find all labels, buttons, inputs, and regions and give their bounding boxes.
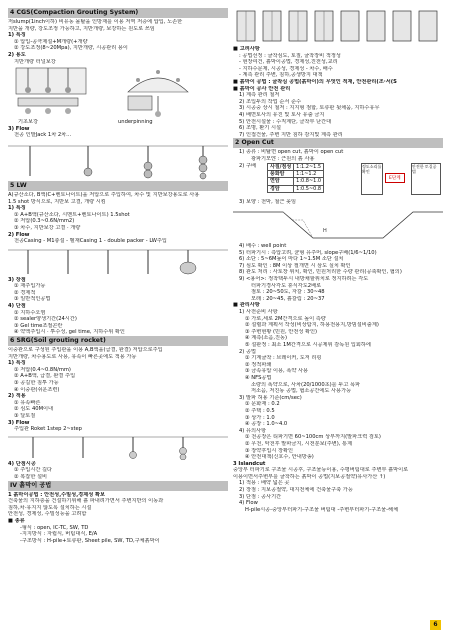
slope-heading: 2) 구배 [239, 162, 256, 169]
slope-stage-badge: E단계 [385, 173, 405, 183]
island-cut-line-2: 이용이면서주변부를 굴착하는 흙막이 공법(지보공절약)유사가산 ↑) [233, 473, 386, 480]
lw-pro-b: ② 경제적 [14, 289, 36, 296]
slope-table [267, 163, 324, 194]
island-cut-c: 3) 단점 : 공사기간 [239, 493, 282, 500]
safety-mgmt-e: 5) 안전시설물 : 수직계단, 클착부 난간대 [239, 118, 332, 125]
earth-retaining-line-3: 안전성, 경제성, 수밀성등을 고려함 [8, 511, 87, 518]
consideration-d: - 계측 관리 주변, 침하,공생방지 대책 [239, 72, 323, 79]
prep-4: ④ 계측(소음,진동) [245, 335, 288, 342]
open-cut-protection: 3) 보양 : 천막, 철근 꽂임 [239, 198, 297, 205]
prep-heading: 1) 사전준비 사항 [239, 309, 278, 316]
island-cut-b: 2) 장점 : 지보공절약, 대지전체에 건축물구축 가능 [239, 487, 353, 494]
lw-intro-1: A(규산소다, B액(C+벤토나이트)을 저압으로 주입하여, 차수 및 지반보강용도로 사용 [8, 191, 200, 198]
lw-con-b: ② sealer양생기간(24시간) [14, 316, 77, 323]
cgs-feature-b: ② 강도조정(8~20Mpa), 지반개량, 시공관리 용이 [14, 45, 128, 52]
drain-g: 터파기경사각도 휴식각도2배로 [251, 282, 322, 289]
prep-3: ③ 주변현황 (민원, 안전성 확인) [245, 328, 318, 335]
srg-use-a: ① 유속빠른 [14, 399, 41, 406]
drain-f: 9) <용어>: 정착택두시 내방채할위치로 정지하려는 각도 [239, 276, 369, 283]
open-cut-figure [233, 206, 443, 242]
slope-cell: 1:0.8~1.0 [294, 178, 324, 185]
srg-con-b: ② 복잡한 설비 [14, 473, 48, 480]
safety-mgmt-f: 6) 조명, 환기 시설 [239, 125, 281, 132]
srg-con-a: ① 주입시간 길다 [14, 467, 53, 474]
consideration-b: - 현장여건, 흙막이공법, 경제성,진전성,교리 [239, 59, 338, 66]
consideration-c: - 지하수문제, 시공성, 경제성 - 차수, 배수 [239, 65, 333, 72]
srg-flow-svg [8, 434, 228, 460]
caution-heading: 4) 유의사항 [239, 427, 267, 434]
lw-pro-c: ③ 일반적인공법 [14, 296, 51, 303]
lw-con-d: ④ 약액주입시 · 투수성, gel time, 지하수위 확인 [14, 329, 125, 336]
safety-mgmt-b: 2) 조입두의 작업 순서 준수 [239, 98, 302, 105]
drain-b: 5) 터파기시 : 측압고려, 균형 유주머, slope구배(1/6~1/10) [239, 249, 377, 256]
srg-intro-2: 지반개량, 차수용도로 사용, 유속이 빠른곳에도 적용 가능 [8, 353, 137, 360]
cgs-figure-labels [8, 119, 228, 126]
slope-safe-note: 안전한 토질공법 [411, 163, 441, 195]
island-cut-title: 3 Islandcut [233, 460, 266, 467]
prep-2: ② 설렬과 계획서 작성(비상탐지, 하용전용지,방빔설비출계) [245, 322, 379, 329]
figure-label-foundation: 기초보강 [18, 119, 39, 126]
rule-heading: ■ 흙막이 공법 : 굴착심 공법(흙막이)의 무엇인 적재, 안전관리(조·서(S [233, 78, 397, 85]
safety-mgmt-c: 3) 시공중 상시 철저 : 지지형 점합, 토류판 뒷채움, 지하수유무 [239, 105, 380, 112]
left-column [8, 8, 228, 544]
slope-table-row [268, 185, 324, 192]
srg-cons-heading: 4) 단점시공 [8, 460, 36, 467]
management-heading: ■ 관리사항 [233, 302, 260, 309]
method-2: ② 정적파쇄 [245, 361, 272, 368]
lw-pro-a: ① 재주입가능 [14, 283, 46, 290]
slope-side-note: 정도소리를 확인 [361, 163, 383, 195]
cgs-figure-svg [8, 66, 228, 118]
island-cut-a: 1) 적용 : 배약 넓은 곳 [239, 480, 290, 487]
cgs-features-heading: 1) 특징 [8, 32, 26, 39]
lw-flow-heading: 2) Flow [8, 231, 30, 238]
drain-i: 모래 : 20~45, 흙갈림 : 20~37 [251, 295, 325, 302]
lw-cons-heading: 4) 단점 [8, 303, 26, 310]
drain-h: 점토 : 20~50도, 자갈 : 30~48 [251, 289, 325, 296]
cgs-intro-2: 지반을 개량, 강도조정 가능하고, 지반개량, 보강하는 원도로 쓰임 [8, 25, 155, 32]
cgs-flow-items: 천공 인발Jack 1차 2차... [14, 132, 72, 139]
srg-use-b: ② 심도 40M이내 [14, 406, 54, 413]
srg-use-heading: 2) 적용 [8, 393, 26, 400]
open-cut-kinds: 1) 종류 : 비탈면 open cut, 흙막이 open cut [239, 149, 344, 156]
island-cut-d: 4) Flow [239, 500, 258, 507]
method-heading: 2) 공법 [239, 348, 256, 355]
island-cut-line-1: 중앙부 터파기로 구조물 시공후, 구조물등이용, 수평버팀대로 주변부 흙막이로 [233, 467, 409, 474]
considerations-heading: ■ 고려사항 [233, 46, 260, 52]
srg-feature-d: ④ 이중관(쉬운조련) [14, 386, 60, 393]
method-1: ① 기계굴착 : 브레이커, 도저 리핑 [245, 355, 322, 362]
section-title-cgs: 4 CGS(Compaction Grouting System) [8, 8, 228, 18]
method-4: ④ NFS공법 [245, 374, 272, 381]
blast-limit-3: ③ 상가 : 1.0 [245, 414, 275, 421]
earth-retaining-subtitle: 1 흙막이공법 : 안전성,수밀성,경제성 확보 [8, 491, 106, 498]
earth-retaining-line-2: 침하,차·유지지 않도록 설치하는 시설 [8, 504, 92, 511]
caution-2: ② 우천, 악천후 발파금지, 시전분보(주변), 통제 [245, 440, 353, 447]
earth-retaining-kinds-heading: ■ 종류 [8, 517, 25, 524]
blast-limit-1: ① 문화재 : 0.2 [245, 401, 280, 408]
prep-5: ⑤ 설판정 : 최소 1M간격으로 시공제위 감독원 입회하에 [245, 342, 371, 348]
island-cut-flow: H-pile시공-중앙부터파기-구조물 버팀대 -주변부터파기-구조물-해체 [245, 506, 399, 513]
cgs-use-figures [8, 66, 228, 118]
safety-mgmt-heading: ■ 흙막이 공사 안전 관리 [233, 85, 291, 92]
cgs-flow-svg [8, 140, 228, 180]
figure-label-underpinning: underpinning [118, 119, 153, 126]
method-4-note-a: 소량의 폭약으로, 사차(20/1000초)를 두고 폭파 [251, 381, 361, 388]
safety-mgmt-g: 7) 인접건물, 주변 지반 침하 감지및 계측 관리 [239, 131, 343, 138]
slope-cell: 1:0.5~0.8 [294, 185, 324, 192]
lw-feature-a: ① A+B액(규산소다, 시멘트+벤토나이트) 1.5shot [14, 211, 130, 218]
srg-use-c: ③ 달토질 [14, 412, 36, 419]
srg-feature-a: ① 저압(0.4~0.8N/mm) [14, 366, 71, 373]
slope-cell: 경암 [268, 185, 294, 192]
section-title-lw: 5 LW [8, 181, 228, 191]
page-number: 6 [430, 620, 441, 630]
caution-1: ① 천공장은 티파기면 60~100cm 상부까지(발파크력 검토) [245, 434, 381, 441]
slope-cell: 1:1~1.2 [294, 170, 324, 177]
lw-con-c: ③ Gel time조절곤란 [14, 322, 63, 329]
right-column [233, 8, 443, 513]
lw-features-heading: 1) 특징 [8, 205, 26, 212]
slope-cell: 풍화암 [268, 170, 294, 177]
slope-table-row [268, 178, 324, 185]
srg-flow-heading: 3) Flow [8, 419, 30, 426]
srg-intro-1: 이중관으로 구성된 주입관을 이용 A,B액을(급결, 완결) 저압으로주입 [8, 347, 163, 354]
lw-flow-svg [8, 246, 228, 276]
caution-3: ③ 장약후입시 장확인 [245, 447, 294, 454]
lw-feature-c: ③ 차수, 지반보강 고결 · 개량 [14, 224, 81, 231]
lw-flow-line: 천공Casing - M1충설 - 벨재Casing 1 - double packer - LW주입 [14, 238, 167, 245]
slope-table-header [268, 163, 324, 170]
prep-1: ① 가로,세로 2M간격으로 높이 측량 [245, 315, 326, 322]
drain-a: 4) 배수 : well point [239, 243, 287, 250]
drain-d: 7) 심도 확인 : 8M 이상 절개면 시 삼도 실치 확인 [239, 262, 351, 269]
slope-table-row [268, 170, 324, 177]
section-title-open-cut: 2 Open Cut [233, 138, 443, 148]
slope-cell: 연암 [268, 178, 294, 185]
srg-feature-c: ③ 공길한 침투 가능 [14, 380, 59, 386]
lw-pros-heading: 3) 장점 [8, 276, 26, 283]
cgs-feature-a: ① 압입-공극제설+M개량(+개량 [14, 38, 88, 45]
drain-c: 6) 소단 : 5~6M높이 마다 1~1.5M 소단 설치 [239, 256, 344, 263]
earth-retaining-kind-a: -형식 : open, IC-TC, SW, TD [20, 524, 89, 531]
cgs-intro-1: 저slump(1inch이하) 비유동 몰탈을 인방재를 이용 저역 저증에 압입, 노손한 [8, 19, 183, 25]
open-cut-svg [233, 206, 443, 242]
slope-cell: 사질/점성 [268, 163, 294, 170]
cgs-use-heading: 2) 용도 [8, 51, 26, 58]
cgs-flow-figure [8, 140, 228, 180]
retaining-wall-figures [233, 9, 443, 45]
slope-cell: 1:1.2~1.5 [294, 163, 324, 170]
caution-4: ④ 안전대책(신호수, 안내방송) [245, 454, 314, 461]
lw-flow-figure [8, 246, 228, 276]
slope-block [233, 163, 443, 199]
section-title-earth-retaining: IV 흙막이 공법 [8, 481, 228, 491]
svg-text:H: H [323, 228, 327, 235]
open-cut-kinds-note: 광파기모얀 : 근원의 흙 사용 [251, 155, 315, 162]
cgs-flow-heading: 3) Flow [8, 125, 30, 132]
srg-flow-items: 주입관 Roket 1step 2~step [14, 426, 82, 433]
consideration-a: : 공법선정 : 굴착심도, 토질, 굴착장비 적정성 [239, 52, 341, 59]
lw-intro-2: 1.5 shot 방식으로, 지반보 고결, 개량 시킴 [8, 198, 106, 205]
cgs-use-items: 지반개량 터널보강 [14, 58, 56, 65]
blast-limit-heading: 3) 발파 허용 기준(cm/sec) [239, 394, 302, 401]
earth-retaining-kind-b: -지지방식 : 자립식, 버팀대식, E/A [20, 531, 98, 538]
lw-con-a: ① 지하수오염 [14, 309, 46, 316]
drain-e: 8) 관도 처리 : 사토장 위치, 확인, 민원처리한 수량 관리(공축확인, 협의) [239, 269, 402, 276]
earth-retaining-kind-c: -구조방식 : H-pile+토류판, Sheet pile, SW, TD,구체흙막이 [20, 537, 160, 544]
lw-feature-b: ② 저압(0.3~0.6N/mm2) [14, 218, 75, 225]
method-4-note-b: 저소음, 저진동 공법, 협소공간에도 사용가능 [251, 388, 352, 395]
safety-mgmt-a: 1) 계측 관리 철저 [239, 92, 280, 99]
safety-mgmt-d: 4) 배면토사의 유진 및 토사 유출 금지 [239, 111, 325, 118]
retaining-wall-svg [233, 9, 443, 45]
blast-limit-2: ② 주택 : 0.5 [245, 407, 275, 414]
section-title-srg: 6 SRG(Soil grouting rocket) [8, 336, 228, 346]
method-3: ③ 금속유압 이용, 폭약 사용 [245, 368, 309, 375]
srg-flow-figure [8, 434, 228, 460]
blast-limit-4: ④ 공장 : 1.0~4.0 [245, 421, 288, 428]
srg-features-heading: 1) 특징 [8, 360, 26, 367]
earth-retaining-line-1: 건축물의 지하층을 건설하기위해 흙 파내려가면서 주변지반의 이동과 [8, 498, 164, 505]
srg-feature-b: ② A+B액, 급결, 완결 주입 [14, 373, 76, 380]
